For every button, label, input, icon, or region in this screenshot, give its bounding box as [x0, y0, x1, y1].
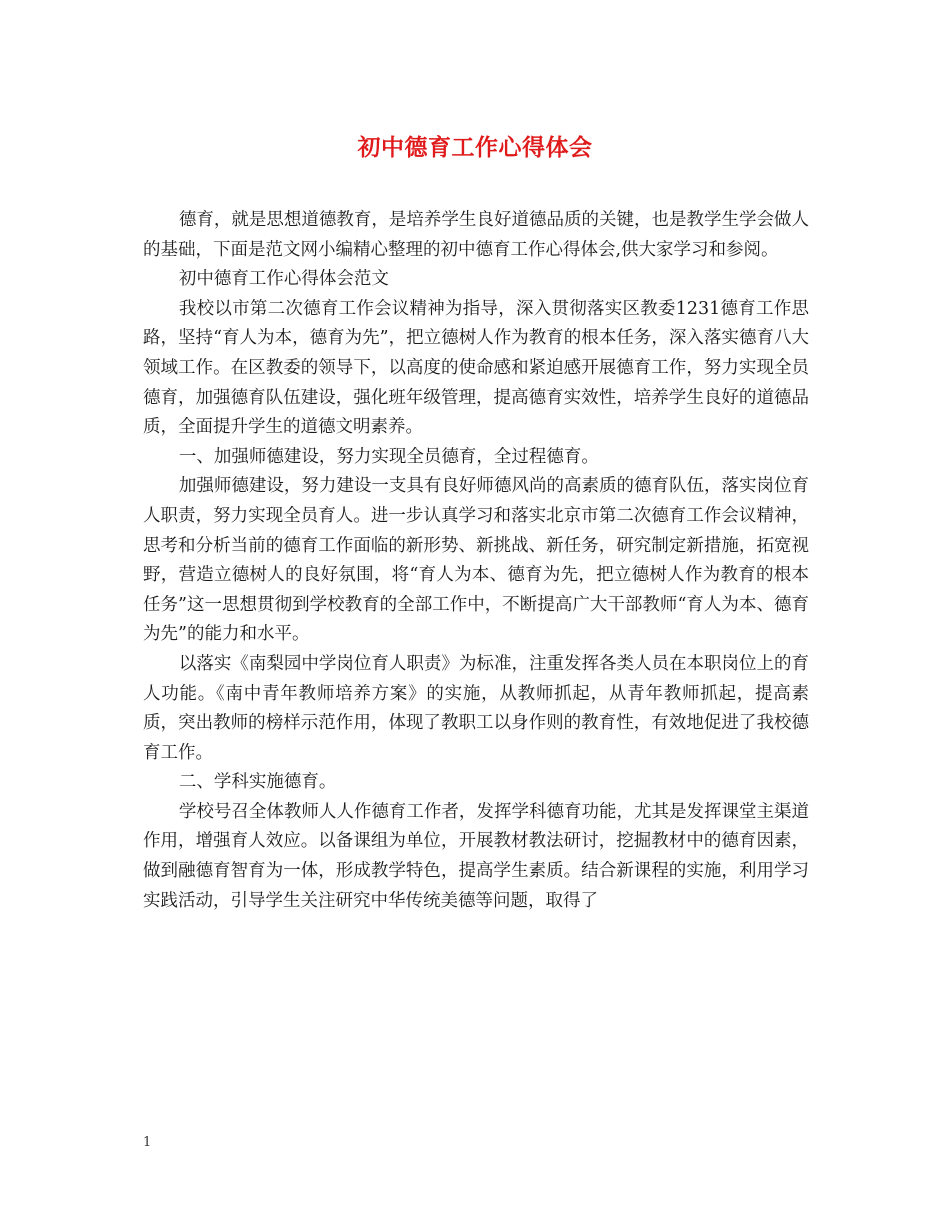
paragraph-overview: 我校以市第二次德育工作会议精神为指导，深入贯彻落实区教委1231德育工作思路，坚持“育人为本，德育为先”，把立德树人作为教育的根本任务，深入落实德育八大领域工作。在区教委的领导下，以高度的使命感和紧迫感开展德育工作，努力实现全员德育，加强德育队伍建设，强化班年级管理，提高德育实效性，培养学生良好的道德品质，全面提升学生的道德文明素养。	[143, 298, 809, 438]
paragraph-intro: 德育，就是思想道德教育，是培养学生良好道德品质的关键，也是教学生学会做人的基础，下面是范文网小编精心整理的初中德育工作心得体会,供大家学习和参阅。	[143, 210, 809, 260]
section-heading-2: 二、学科实施德育。	[178, 772, 337, 793]
page-number: 1	[143, 1135, 152, 1150]
paragraph-subtitle: 初中德育工作心得体会范文	[178, 269, 389, 290]
document-title: 初中德育工作心得体会	[357, 134, 593, 161]
paragraph-subject-education: 学校号召全体教师人人作德育工作者，发挥学科德育功能，尤其是发挥课堂主渠道作用，增强育人效应。以备课组为单位，开展教材教法研讨，挖掘教材中的德育因素，做到融德育智育为一体，形成教学特色，提高学生素质。结合新课程的实施，利用学习实践活动，引导学生关注研究中华传统美德等问题，取得了	[143, 801, 809, 911]
document-body	[143, 206, 809, 916]
paragraph-teacher-ethics: 加强师德建设，努力建设一支具有良好师德风尚的高素质的德育队伍，落实岗位育人职责，努力实现全员育人。进一步认真学习和落实北京市第二次德育工作会议精神，思考和分析当前的德育工作面临的新形势、新挑战、新任务，研究制定新措施，拓宽视野，营造立德树人的良好氛围，将“育人为本、德育为先，把立德树人作为教育的根本任务”这一思想贯彻到学校教育的全部工作中，不断提高广大干部教师“育人为本、德育为先”的能力和水平。	[143, 476, 809, 645]
paragraph-job-duties: 以落实《南梨园中学岗位育人职责》为标准，注重发挥各类人员在本职岗位上的育人功能。《南中青年教师培养方案》的实施，从教师抓起，从青年教师抓起，提高素质，突出教师的榜样示范作用，体现了教职工以身作则的教育性，有效地促进了我校德育工作。	[143, 653, 809, 763]
section-heading-1: 一、加强师德建设，努力实现全员德育，全过程德育。	[178, 446, 599, 467]
